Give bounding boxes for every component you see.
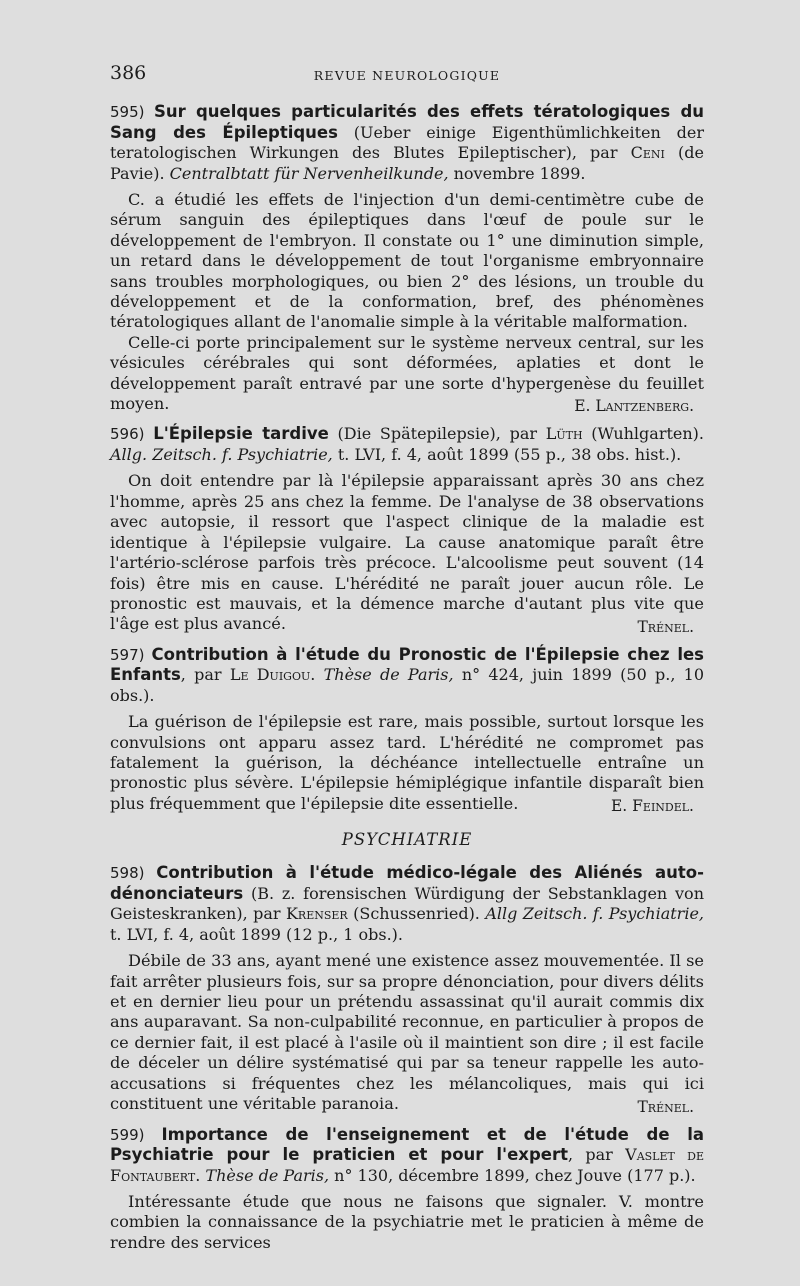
abstract-entry bbox=[110, 424, 704, 636]
entry-ref-text: . bbox=[310, 665, 324, 685]
entry-paragraph: Débile de 33 ans, ayant mené une existence assez mouvementée. Il se fait arrêter plusieurs fois, sur sa propre dénonciation, pour divers délits et en dernier lieu pour un prétendu assassinat qu'il aurait commis dix ans auparavant. Sa non-culpabilité reconnue, en particulier à propos de ce dernier fait, il est placé à l'asile où il maintient son dire ; il est facile de déceler un délire systématisé qui par sa teneur rappelle les auto-accusations si fréquentes chez les mélancoliques, mais qui ici constituent une véritable paranoia. bbox=[110, 951, 704, 1114]
entry-journal: Allg. Zeitsch. f. Psychiatrie, bbox=[110, 444, 333, 464]
entry-ref-text: novembre 1899. bbox=[448, 163, 586, 183]
entry-ref-text: . bbox=[195, 1165, 206, 1185]
entry-journal: Centralbtatt für Nervenheilkunde, bbox=[169, 163, 449, 183]
entry-ref-text: t. LVI, f. 4, août 1899 (55 p., 38 obs. hist.). bbox=[332, 444, 682, 464]
entry-heading bbox=[110, 102, 704, 184]
entry-heading bbox=[110, 1125, 704, 1187]
entry-signature: E. Lantzenberg. bbox=[574, 397, 694, 416]
page-header bbox=[110, 62, 704, 92]
entry-ref-text: n° 424, juin 1899 (50 p., 10 obs.). bbox=[110, 665, 705, 705]
entry-author: Ceni bbox=[630, 143, 665, 162]
entry-ref-text: (Die Spätepilepsie), par bbox=[328, 424, 546, 444]
abstract-entry bbox=[110, 1125, 704, 1254]
entry-journal: Thèse de Paris, bbox=[323, 665, 454, 685]
entry-ref-text: n° 130, décembre 1899, chez Jouve (177 p.). bbox=[329, 1165, 696, 1185]
entry-number: 596) bbox=[110, 425, 145, 444]
section-title: PSYCHIATRIE bbox=[341, 830, 473, 850]
entry-ref-text: (Wuhlgarten). bbox=[582, 424, 705, 444]
entry-number: 597) bbox=[110, 645, 145, 664]
entry-title: Contribution à l'étude médico-légale des Aliénés auto-dénonciateurs bbox=[110, 863, 704, 903]
entry-title: Importance de l'enseignement et de l'étude de la Psychiatrie pour le praticien et pour l'expert bbox=[110, 1124, 704, 1164]
running-head: REVUE NEUROLOGIQUE bbox=[313, 68, 501, 83]
entry-paragraph: La guérison de l'épilepsie est rare, mais possible, surtout lorsque les convulsions ont apparu assez tard. L'hérédité ne compromet pas fatalement la guérison, la déchéance intellectuelle entraîne un pronostic plus sévère. L'épilepsie hémiplégique infantile disparaît bien plus fréquemment que l'épilepsie dite essentielle. bbox=[110, 712, 704, 813]
entry-paragraph: C. a étudié les effets de l'injection d'un demi-centimètre cube de sérum sanguin des épileptiques dans l'œuf de poule sur le développement de l'embryon. Il constate ou 1° une diminution simple, un retard dans le développement de tout l'organisme embryonnaire sans troubles morphologiques, ou bien 2° des lésions, un trouble du développement et de la conformation, bref, des phénomènes tératologiques allant de l'anomalie simple à la véritable malformation. bbox=[110, 190, 704, 332]
entry-signature: Trénel. bbox=[637, 1097, 694, 1116]
entry-number: 598) bbox=[110, 864, 145, 883]
entry-paragraph: On doit entendre par là l'épilepsie apparaissant après 30 ans chez l'homme, après 25 ans chez la femme. De l'analyse de 38 observations avec autopsie, il ressort que l'aspect clinique de la maladie est identique à l'épilepsie vulgaire. La cause anatomique paraît être l'artério-sclérose parfois très précoce. L'alcoolisme peut souvent (14 fois) être mis en cause. L'hérédité ne paraît jouer aucun rôle. Le pronostic est mauvais, et la démence marche d'autant plus vite que l'âge est plus avancé. bbox=[110, 471, 704, 634]
entry-title: L'Épilepsie tardive bbox=[153, 424, 329, 444]
entry-ref-text: , par bbox=[567, 1145, 626, 1164]
entry-title: Sur quelques particularités des effets tératologiques du Sang des Épileptiques bbox=[110, 102, 705, 142]
entries-list-psychiatrie bbox=[110, 863, 704, 1253]
abstract-entry bbox=[110, 645, 704, 817]
entry-author: Le Duigou bbox=[229, 665, 311, 685]
entries-list bbox=[110, 102, 704, 816]
entry-ref-text: t. LVI, f. 4, août 1899 (12 p., 1 obs.). bbox=[110, 924, 403, 944]
entry-heading bbox=[110, 424, 704, 465]
entry-heading bbox=[110, 863, 704, 945]
entry-paragraph: Celle-ci porte principalement sur le système nerveux central, sur les vésicules cérébrales qui sont déformées, aplaties et dont le développement paraît entravé par une sorte d'hypergenèse du feuillet moyen. bbox=[110, 332, 704, 414]
entry-ref-text: (Ueber einige Eigenthümlichkeiten der teratologischen Wirkungen des Blutes Epileptischer), par bbox=[110, 122, 704, 162]
entry-author: Lüth bbox=[545, 424, 583, 444]
page-number: 386 bbox=[110, 62, 147, 84]
entry-number: 595) bbox=[110, 103, 145, 121]
entry-title: Contribution à l'étude du Pronostic de l'Épilepsie chez les Enfants bbox=[110, 644, 704, 685]
entry-journal: Allg Zeitsch. f. Psychiatrie, bbox=[485, 904, 705, 924]
entry-heading bbox=[110, 645, 704, 707]
entry-number: 599) bbox=[110, 1125, 145, 1144]
entry-ref-text: (B. z. forensischen Würdigung der Sebstanklagen von Geisteskranken), par bbox=[110, 883, 704, 924]
entry-paragraph: Intéressante étude que nous ne faisons que signaler. V. montre combien la connaissance de la psychiatrie met le praticien à même de rendre des services bbox=[110, 1192, 704, 1252]
entry-signature: E. Feindel. bbox=[610, 797, 694, 816]
abstract-entry bbox=[110, 102, 704, 416]
entry-journal: Thèse de Paris, bbox=[205, 1165, 330, 1185]
entry-author: Krenser bbox=[285, 904, 348, 924]
entry-ref-text: , par bbox=[180, 665, 230, 685]
entry-ref-text: (de Pavie). bbox=[110, 143, 704, 183]
entry-ref-text: (Schussenried). bbox=[347, 904, 486, 924]
abstract-entry bbox=[110, 863, 704, 1116]
entry-signature: Trénel. bbox=[637, 617, 694, 636]
entry-author: Vaslet de Fontaubert bbox=[110, 1145, 705, 1185]
